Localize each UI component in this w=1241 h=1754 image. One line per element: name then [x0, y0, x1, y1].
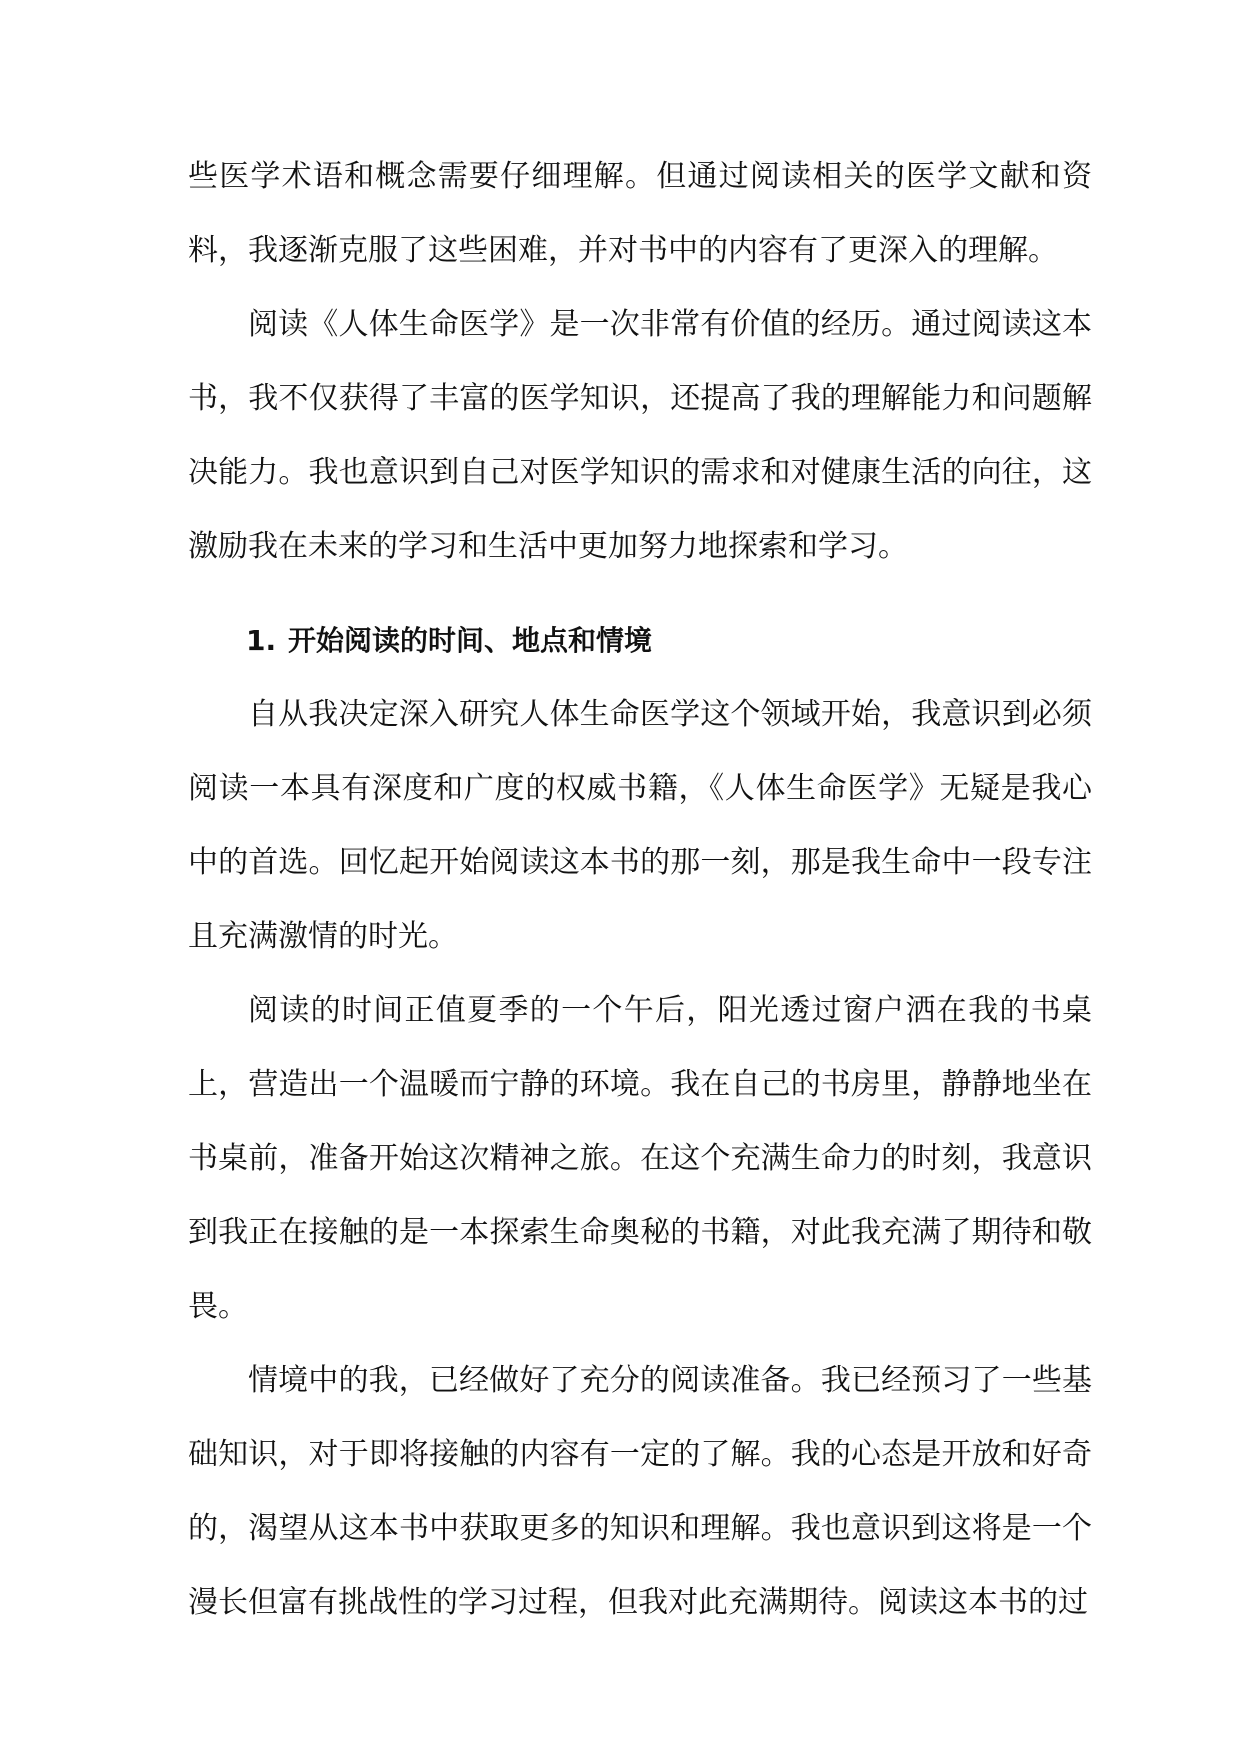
- paragraph-decision: 自从我决定深入研究人体生命医学这个领域开始，我意识到必须阅读一本具有深度和广度的权威书籍，《人体生命医学》无疑是我心中的首选。回忆起开始阅读这本书的那一刻，那是我生命中一段专注且充满激情的时光。: [188, 697, 1092, 954]
- section-heading: [188, 604, 1092, 678]
- section-number: 1.: [246, 624, 277, 657]
- section-title: 开始阅读的时间、地点和情境: [288, 624, 653, 657]
- paragraph-continued: 些医学术语和概念需要仔细理解。但通过阅读相关的医学文献和资料，我逐渐克服了这些困难，并对书中的内容有了更深入的理解。: [188, 159, 1092, 268]
- paragraph-context: 情境中的我，已经做好了充分的阅读准备。我已经预习了一些基础知识，对于即将接触的内容有一定的了解。我的心态是开放和好奇的，渴望从这本书中获取更多的知识和理解。我也意识到这将是一个漫长但富有挑战性的学习过程，但我对此充满期待。阅读这本书的过: [188, 1363, 1092, 1620]
- paragraph-reading-value: 阅读《人体生命医学》是一次非常有价值的经历。通过阅读这本书，我不仅获得了丰富的医学知识，还提高了我的理解能力和问题解决能力。我也意识到自己对医学知识的需求和对健康生活的向往，这激励我在未来的学习和生活中更加努力地探索和学习。: [188, 307, 1092, 564]
- document-body: [188, 140, 1092, 1640]
- paragraph-time-place: 阅读的时间正值夏季的一个午后，阳光透过窗户洒在我的书桌上，营造出一个温暖而宁静的环境。我在自己的书房里，静静地坐在书桌前，准备开始这次精神之旅。在这个充满生命力的时刻，我意识到我正在接触的是一本探索生命奥秘的书籍，对此我充满了期待和敬畏。: [188, 993, 1092, 1324]
